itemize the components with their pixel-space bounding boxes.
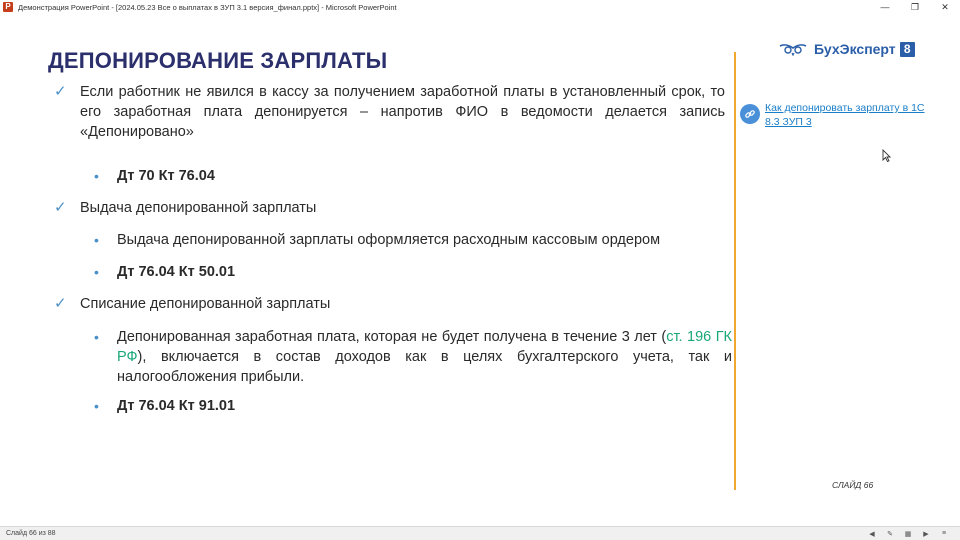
logo-text: БухЭксперт <box>814 41 896 57</box>
buhexpert-logo <box>778 40 915 58</box>
posting-entry: Дт 76.04 Кт 50.01 <box>117 264 236 280</box>
window-title-bar <box>0 0 960 14</box>
status-controls <box>866 528 950 539</box>
checkmark-icon: ✓ <box>54 199 67 216</box>
sub-bullet-text: Выдача депонированной зарплаты оформляется расходным кассовым ордером <box>117 232 661 248</box>
window-title: Демонстрация PowerPoint - [2024.05.23 Все о выплатах в ЗУП 3.1 версия_финал.pptx] - Microsoft PowerPoint <box>18 2 397 12</box>
law-reference: ст. 196 ГК РФ <box>117 329 732 365</box>
bullet-dot-icon: • <box>94 232 99 248</box>
restore-button[interactable]: ❐ <box>910 1 920 12</box>
text-segment: Депонированная заработная плата, которая не будет получена в течение 3 лет ( <box>117 329 667 345</box>
powerpoint-app-icon: P <box>3 2 13 12</box>
slide-counter: Слайд 66 из 88 <box>6 530 56 537</box>
article-link[interactable]: Как депонировать зарплату в 1С 8.3 ЗУП 3 <box>765 102 925 128</box>
slide-number: СЛАЙД 66 <box>832 480 874 490</box>
slide-canvas[interactable] <box>0 14 960 526</box>
owl-logo-icon <box>778 42 808 56</box>
checkmark-icon: ✓ <box>54 295 67 312</box>
close-button[interactable]: ✕ <box>941 1 949 12</box>
slides-grid-icon[interactable]: ▦ <box>904 530 912 538</box>
mouse-cursor-icon <box>882 149 891 162</box>
checkmark-icon: ✓ <box>54 83 67 100</box>
sub-bullet-item <box>50 327 730 387</box>
bullet-dot-icon: • <box>94 329 99 345</box>
bullet-dot-icon: • <box>94 398 99 414</box>
pen-icon[interactable]: ✎ <box>887 530 893 538</box>
bullet-text: Если работник не явился в кассу за получением заработной платы в установленный срок, то его заработная плата депонируется – напротив ФИО в ведомости делается запись «Депонировано» <box>80 84 725 140</box>
posting-entry: Дт 76.04 Кт 91.01 <box>117 398 236 414</box>
previous-slide-icon[interactable]: ◀ <box>869 530 875 538</box>
bullet-dot-icon: • <box>94 168 99 184</box>
vertical-divider <box>734 52 736 490</box>
posting-entry: Дт 70 Кт 76.04 <box>117 168 215 184</box>
window-controls <box>870 0 960 14</box>
bullet-item <box>50 82 730 142</box>
chain-link-icon[interactable] <box>740 104 760 124</box>
next-slide-icon[interactable]: ▶ <box>923 530 929 538</box>
bullet-text: Выдача депонированной зарплаты <box>80 200 317 216</box>
menu-icon[interactable]: ≡ <box>941 530 947 537</box>
sub-bullet-text <box>117 327 732 387</box>
logo-badge: 8 <box>900 42 915 57</box>
bullet-text: Списание депонированной зарплаты <box>80 296 331 312</box>
status-bar <box>0 526 960 540</box>
bullet-dot-icon: • <box>94 264 99 280</box>
slide-title: ДЕПОНИРОВАНИЕ ЗАРПЛАТЫ <box>48 48 388 73</box>
text-segment: ), включается в состав доходов как в целях бухгалтерского учета, так и налогообложения прибыли. <box>117 349 732 385</box>
minimize-button[interactable]: — <box>880 2 890 12</box>
